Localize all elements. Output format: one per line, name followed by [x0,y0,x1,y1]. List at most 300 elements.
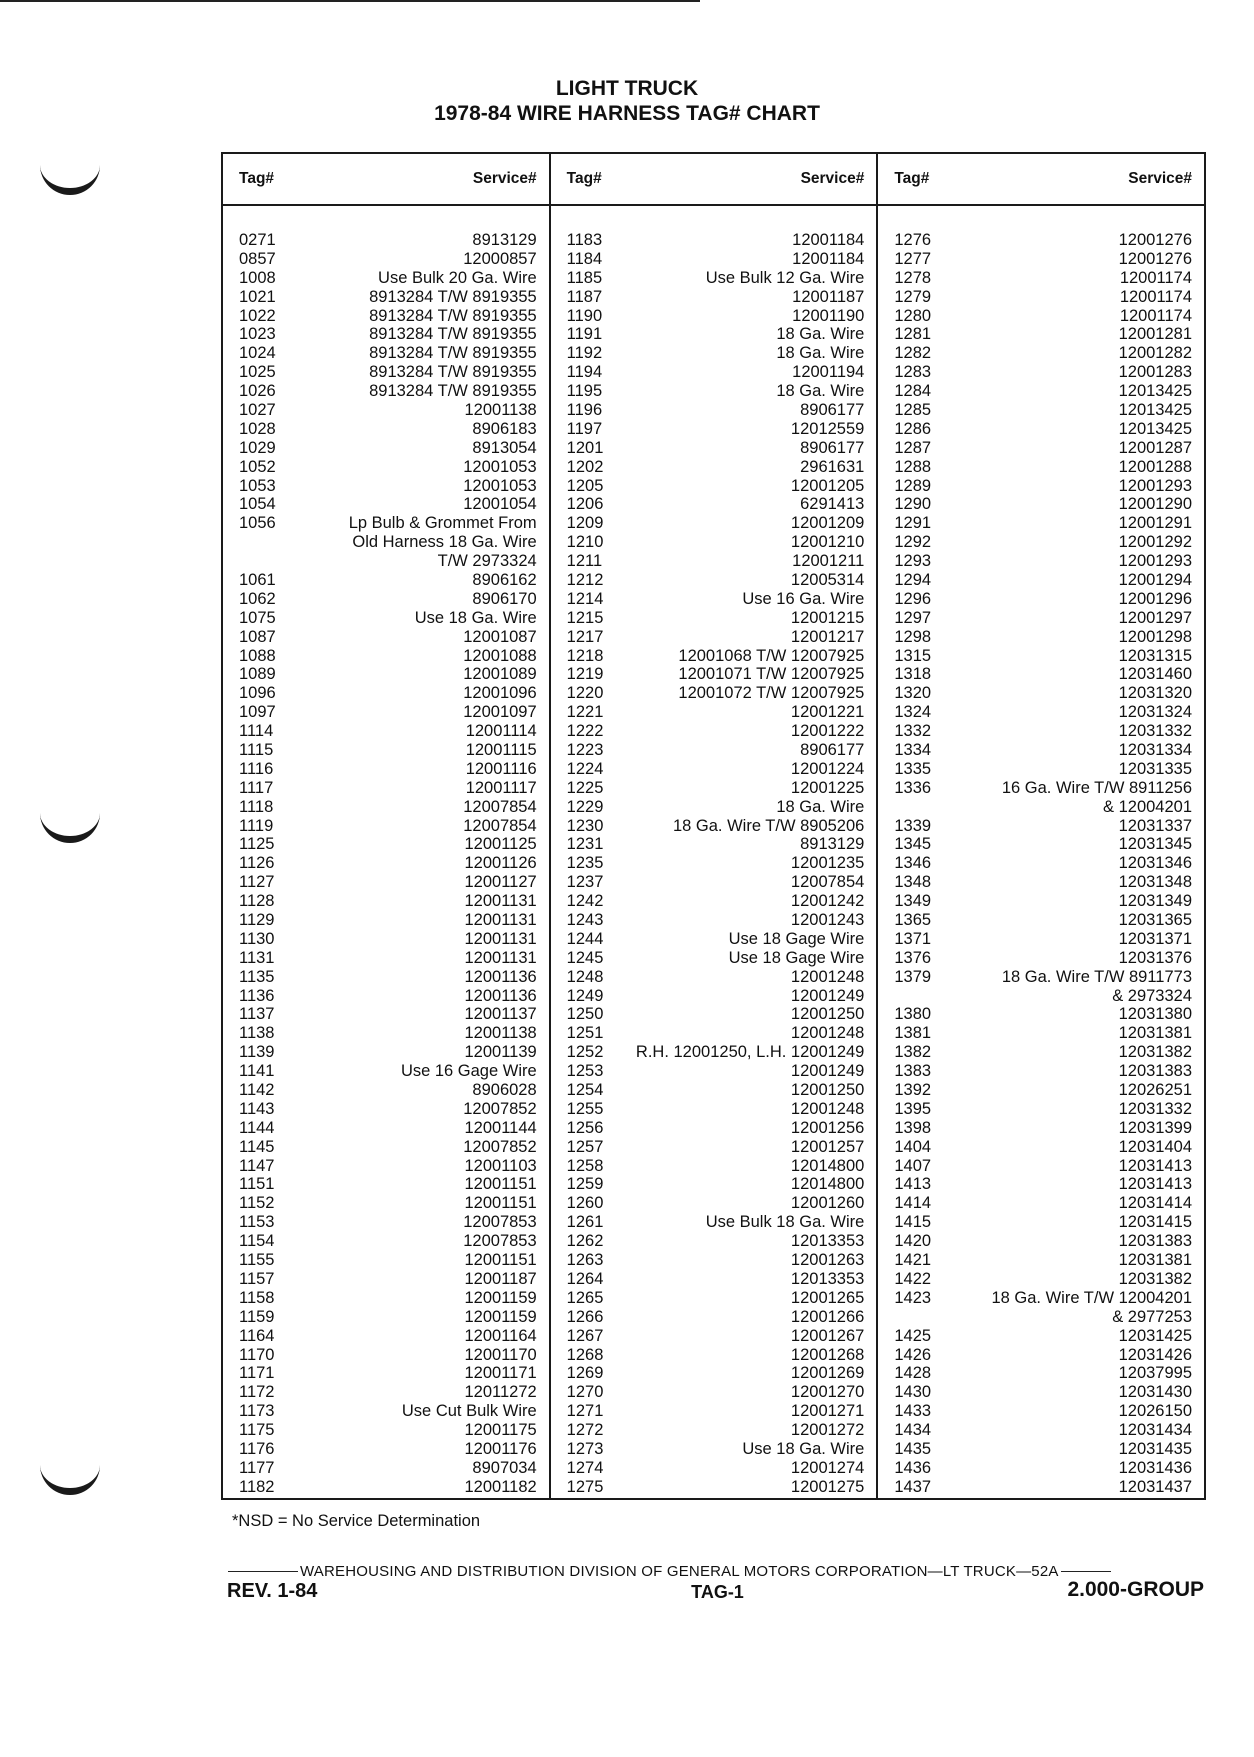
table-row [551,458,877,477]
tag-cell: 1028 [239,419,276,438]
service-cell: 8906177 [800,741,865,759]
tag-cell: 1290 [894,495,932,514]
tag-cell: 1191 [566,325,603,344]
table-row [878,477,1204,496]
table-row [223,684,549,703]
service-cell: 8913284 T/W 8919355 [369,363,537,382]
table-row [223,949,549,968]
service-cell: Use 18 Gage Wire [728,948,865,967]
service-cell: 12001170 [464,1345,537,1364]
column-body [551,206,877,1497]
tag-cell: 1088 [239,646,276,665]
table-row [223,1421,549,1440]
table-row [878,325,1204,344]
service-cell: 12001250 [790,1081,865,1100]
table-row [551,1440,877,1459]
table-row [551,477,877,496]
tag-cell: 1382 [894,1043,932,1062]
table-row [223,1062,549,1081]
table-row [223,1270,549,1289]
table-row [551,514,877,533]
service-cell: 8913129 [472,230,537,249]
service-cell: 12001184 [792,230,865,249]
table-row [223,911,549,930]
service-cell: 12031332 [1118,1099,1193,1118]
service-cell: 12001187 [792,287,865,306]
table-row [878,458,1204,477]
table-row [878,609,1204,628]
tag-cell: 1318 [894,665,932,684]
tag-cell: 1242 [566,892,604,911]
table-row [223,1024,549,1043]
table-column-1 [223,154,549,1498]
table-row [878,590,1204,609]
service-cell: 12001215 [790,608,865,627]
service-cell: 12014800 [790,1156,865,1175]
table-row [878,1440,1204,1459]
tag-cell: 1114 [239,722,274,741]
service-cell: 12001249 [790,1062,865,1081]
service-cell: 12001175 [464,1421,537,1440]
table-row [878,1119,1204,1138]
tag-cell: 1131 [239,948,275,967]
tag-cell: 1137 [239,1005,275,1024]
service-cell: 12007852 [463,1099,537,1118]
service-cell: 12013425 [1118,382,1193,401]
service-cell: 12001068 T/W 12007925 [678,646,865,665]
table-row [223,231,549,250]
service-cell: 12031376 [1118,948,1193,967]
table-row [551,684,877,703]
table-row [878,1043,1204,1062]
tag-cell: 1195 [566,382,603,401]
service-cell: 12001131 [464,948,537,967]
tag-cell: 1023 [239,325,276,344]
tag-cell: 1087 [239,627,276,646]
tag-cell: 1206 [566,495,604,514]
tag-cell: 1324 [894,703,932,722]
table-row [223,250,549,269]
tag-cell: 1221 [566,703,604,722]
service-cell: 8906177 [800,438,865,457]
table-row [878,647,1204,666]
table-row [878,1081,1204,1100]
service-cell: 12001293 [1118,476,1193,495]
table-row [223,1289,549,1308]
tag-cell: 1315 [894,646,932,665]
table-row [878,1346,1204,1365]
table-row [551,1346,877,1365]
tag-cell: 1294 [894,570,932,589]
service-cell: 12031383 [1118,1062,1193,1081]
service-cell: 12031434 [1118,1421,1193,1440]
service-cell: 12001242 [790,892,865,911]
service-cell: 12001136 [464,967,537,986]
service-cell: 12001171 [464,1364,537,1383]
service-cell: 12001131 [464,911,537,930]
table-row [223,1459,549,1478]
service-cell: 12001137 [464,1005,537,1024]
tag-cell: 1287 [894,438,932,457]
service-cell: 12005314 [790,570,865,589]
table-row [223,1194,549,1213]
service-cell: 12001174 [1119,306,1193,325]
service-cell: 12013353 [790,1232,865,1251]
service-cell: 12031437 [1118,1477,1193,1496]
service-cell: 12001089 [463,665,537,684]
binder-hole-middle [40,808,100,843]
tag-cell: 1267 [566,1326,604,1345]
service-cell: 12001087 [463,627,537,646]
tag-cell: 1253 [566,1062,604,1081]
table-row [223,458,549,477]
tag-cell: 1171 [239,1364,275,1383]
tag-cell: 1130 [239,929,275,948]
service-cell: 12031413 [1118,1156,1193,1175]
table-row [551,1213,877,1232]
tag-cell: 1293 [894,552,932,571]
tag-cell: 1421 [894,1251,932,1270]
tag-cell: 1272 [566,1421,604,1440]
tag-cell: 1117 [239,778,274,797]
tag-cell: 1052 [239,457,276,476]
service-cell: 12031383 [1118,1232,1193,1251]
service-cell: 8913129 [800,835,865,854]
service-cell: 12001115 [465,741,537,759]
tag-cell: 1334 [894,741,932,759]
service-cell: 12031324 [1118,703,1193,722]
tag-cell: 1276 [894,230,932,249]
service-cell: 12001210 [790,533,865,552]
table-row [551,1024,877,1043]
table-row [551,1308,877,1327]
tag-cell: 1433 [894,1402,932,1421]
table-row [551,1043,877,1062]
tag-cell: 1229 [566,797,604,816]
table-row [551,250,877,269]
table-row [223,987,549,1006]
tag-cell: 1256 [566,1118,604,1137]
table-row [878,854,1204,873]
service-cell: 12031334 [1118,741,1193,759]
tag-cell: 1252 [566,1043,604,1062]
service-cell: 12001248 [790,1024,865,1043]
tag-cell: 1209 [566,514,604,533]
tag-cell: 1248 [566,967,604,986]
table-row [223,760,549,779]
rule-left [228,1571,298,1572]
tag-cell: 1220 [566,684,604,703]
service-cell: 8913284 T/W 8919355 [369,382,537,401]
tag-cell: 1288 [894,457,932,476]
tag-cell: 1025 [239,363,276,382]
tag-cell: 1211 [566,552,603,571]
table-row [551,1194,877,1213]
table-row [551,1119,877,1138]
table-row [878,514,1204,533]
table-row [551,836,877,855]
service-cell: 12031382 [1118,1269,1193,1288]
table-row [223,1100,549,1119]
tag-cell: 1145 [239,1137,275,1156]
table-row [551,590,877,609]
tag-cell: 1404 [894,1137,932,1156]
tag-cell: 1202 [566,457,604,476]
table-row [223,439,549,458]
service-cell: 12031346 [1118,854,1193,873]
tag-cell: 1269 [566,1364,604,1383]
table-row [551,628,877,647]
table-row [223,1043,549,1062]
service-cell: 8906177 [800,400,865,419]
tag-cell: 1289 [894,476,932,495]
service-cell: 12001283 [1118,363,1193,382]
table-row [878,1289,1204,1308]
tag-cell: 1008 [239,268,276,287]
service-cell: 12001291 [1118,514,1193,533]
service-cell: Lp Bulb & Grommet From [348,514,537,533]
service-cell: 8906183 [472,419,537,438]
service-cell: 12001127 [464,873,537,892]
table-row [551,552,877,571]
table-column-2 [549,154,877,1498]
service-cell: 12001224 [790,759,865,778]
tag-cell: 1173 [239,1402,275,1421]
tag-cell: 1426 [894,1345,932,1364]
table-row [223,1251,549,1270]
service-header: Service# [472,170,537,187]
service-cell: 12013425 [1118,400,1193,419]
service-cell: 12031430 [1118,1383,1193,1402]
service-cell: 12031415 [1118,1213,1193,1232]
table-row [878,1213,1204,1232]
tag-cell: 1243 [566,911,604,930]
service-cell: 12001281 [1118,325,1193,344]
service-cell: 12001276 [1118,249,1193,268]
page-subtitle: 1978-84 WIRE HARNESS TAG# CHART [434,102,820,125]
table-row [223,1308,549,1327]
service-cell: Use 16 Gage Wire [400,1062,537,1081]
table-row [878,571,1204,590]
group-label: 2.000-GROUP [1067,1578,1204,1601]
table-row [551,722,877,741]
service-cell: 12007854 [463,816,537,835]
tag-cell: 1274 [566,1458,604,1477]
service-cell: 12001271 [790,1402,865,1421]
table-row [551,420,877,439]
tag-cell: 1022 [239,306,276,325]
service-cell: 12001194 [792,363,865,382]
service-cell: 12001282 [1118,344,1193,363]
tag-cell: 1379 [894,967,932,986]
tag-cell: 1266 [566,1307,604,1326]
tag-cell: 1339 [894,816,932,835]
table-row [551,1364,877,1383]
service-cell: Use Bulk 18 Ga. Wire [705,1213,865,1232]
table-row [878,552,1204,571]
table-row [223,817,549,836]
table-row [551,382,877,401]
service-cell: 12001293 [1118,552,1193,571]
tag-cell: 1423 [894,1288,932,1307]
service-cell: 12001182 [464,1477,537,1496]
table-row [223,1383,549,1402]
tag-cell: 1279 [894,287,932,306]
table-row [223,798,549,817]
service-cell: 8913284 T/W 8919355 [369,287,537,306]
tag-cell: 1224 [566,759,604,778]
service-cell: 12001138 [464,1024,537,1043]
tag-cell: 1096 [239,684,276,703]
table-row [878,1327,1204,1346]
service-cell: 12007854 [790,873,865,892]
tag-cell: 1175 [239,1421,275,1440]
service-cell: 8913284 T/W 8919355 [369,344,537,363]
table-row [223,609,549,628]
service-cell: 8913284 T/W 8919355 [369,306,537,325]
service-cell: 12001053 [463,457,537,476]
tag-cell: 1153 [239,1213,275,1232]
service-cell: 12001187 [464,1269,537,1288]
table-row [223,1081,549,1100]
tag-cell: 1185 [566,268,603,287]
table-row [223,552,549,571]
table-row [878,760,1204,779]
service-cell: 12001287 [1118,438,1193,457]
service-cell: 12031381 [1118,1024,1193,1043]
tag-cell: 1218 [566,646,604,665]
service-cell: 12001248 [790,1099,865,1118]
tag-cell: 1214 [566,589,604,608]
table-row [878,1383,1204,1402]
revision-label: REV. 1-84 [227,1580,318,1602]
tag-cell: 1061 [239,570,276,589]
tag-cell: 1136 [239,986,275,1005]
service-cell: 12000857 [463,249,537,268]
tag-cell: 0271 [239,230,276,249]
top-edge-rule [0,0,700,2]
service-cell: 12011272 [464,1383,537,1402]
tag-cell: 1125 [239,835,275,854]
service-cell: 12001265 [790,1288,865,1307]
service-cell: 12001054 [463,495,537,514]
table-row [878,439,1204,458]
service-header: Service# [800,170,865,187]
table-row [878,930,1204,949]
table-row [551,1289,877,1308]
tag-cell: 1255 [566,1099,604,1118]
table-row [551,288,877,307]
table-row [878,1100,1204,1119]
tag-cell: 1217 [566,627,604,646]
table-row [223,269,549,288]
tag-cell: 1245 [566,948,604,967]
tag-cell: 1182 [239,1477,275,1496]
tag-cell: 1128 [239,892,275,911]
table-row [223,1213,549,1232]
table-row [878,344,1204,363]
tag-cell: 1284 [894,382,932,401]
table-row [878,684,1204,703]
service-cell: 12013425 [1118,419,1193,438]
binder-hole-top [40,160,100,195]
service-cell: 18 Ga. Wire [776,382,865,401]
tag-cell: 1259 [566,1175,604,1194]
table-row [223,1327,549,1346]
table-row [551,1402,877,1421]
table-row [551,495,877,514]
service-cell: 12014800 [790,1175,865,1194]
table-row [223,968,549,987]
tag-cell: 1292 [894,533,932,552]
tag-cell: 1138 [239,1024,275,1043]
table-row [223,420,549,439]
service-cell: 8913054 [472,438,537,457]
service-cell: 8906028 [472,1081,537,1100]
table-row [223,1478,549,1497]
tag-cell: 1089 [239,665,276,684]
table-row [551,949,877,968]
service-cell: 12037995 [1118,1364,1193,1383]
service-cell: 12031337 [1118,816,1193,835]
page-title: LIGHT TRUCK [555,77,699,100]
tag-cell: 1159 [239,1307,275,1326]
table-row [878,911,1204,930]
table-row [551,1327,877,1346]
tag-cell: 1021 [239,287,276,306]
table-row [878,628,1204,647]
service-cell: 12001184 [792,249,865,268]
tag-cell: 1116 [239,759,274,778]
table-row [223,873,549,892]
tag-cell: 1062 [239,589,276,608]
tag-cell: 1170 [239,1345,275,1364]
tag-cell: 1115 [239,741,274,759]
service-cell: 12031332 [1118,722,1193,741]
division-text: WAREHOUSING AND DISTRIBUTION DIVISION OF GENERAL MOTORS CORPORATION—LT TRUCK—52A [300,1563,1059,1580]
table-row [878,1176,1204,1195]
tag-cell: 1027 [239,400,276,419]
service-cell: 12001116 [465,759,537,778]
tag-cell: 1155 [239,1251,275,1270]
service-cell: 12001174 [1119,268,1193,287]
service-cell: 12001072 T/W 12007925 [678,684,865,703]
tag-cell: 1201 [566,438,604,457]
tag-cell: 1270 [566,1383,604,1402]
tag-cell: 1281 [894,325,932,344]
table-row [223,514,549,533]
service-cell: 12012559 [790,419,865,438]
service-cell: Use 16 Ga. Wire [742,589,865,608]
service-cell: 12001176 [464,1439,537,1458]
table-row [223,854,549,873]
service-cell: 12013353 [790,1269,865,1288]
table-row [551,987,877,1006]
service-cell: 2961631 [800,457,865,476]
tag-cell: 1395 [894,1099,932,1118]
service-cell: T/W 2973324 [437,552,537,571]
service-cell: 6291413 [800,495,865,514]
table-row [878,250,1204,269]
service-cell: 8913284 T/W 8919355 [369,325,537,344]
tag-cell: 1219 [566,665,604,684]
service-cell: 12001288 [1118,457,1193,476]
tag-cell: 1205 [566,476,604,495]
table-row [223,1440,549,1459]
service-cell: 12001256 [790,1118,865,1137]
service-cell: 12031414 [1118,1194,1193,1213]
tag-cell: 1407 [894,1156,932,1175]
